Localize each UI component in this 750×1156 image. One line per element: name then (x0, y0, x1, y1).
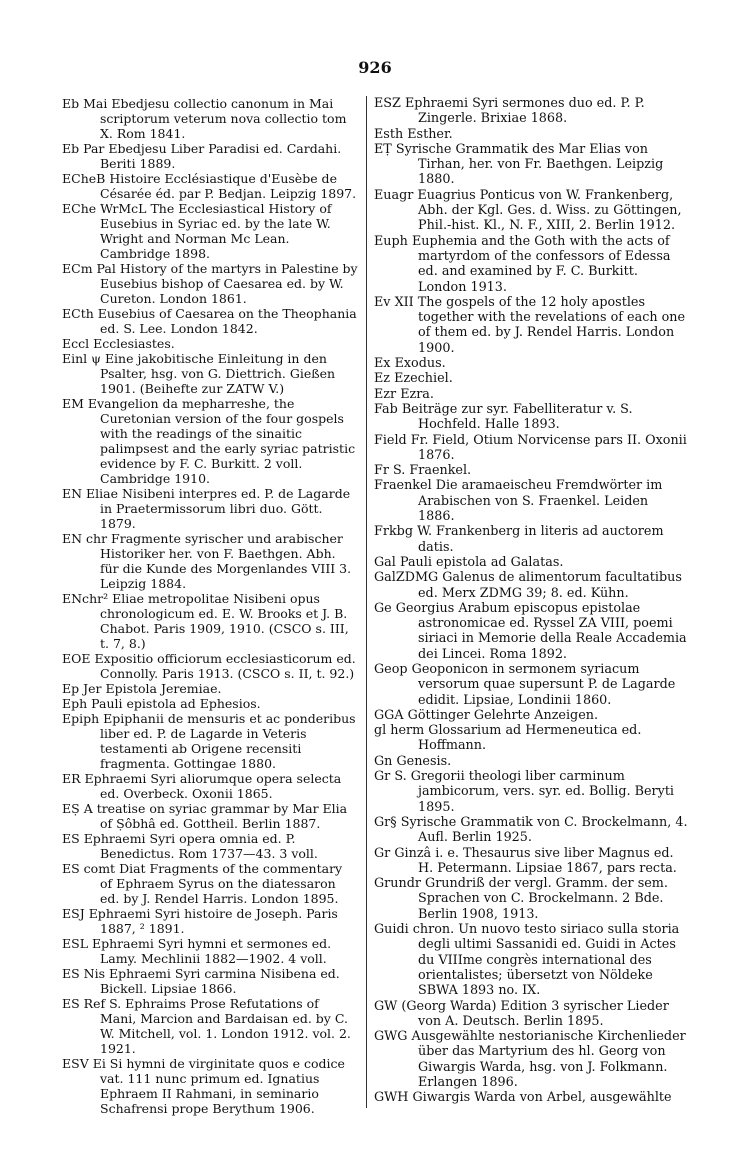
entry-text: Ephraemi Syri opera omnia ed. P. Benedictus. Rom 1737—43. 3 voll. (83, 831, 318, 861)
entry-text: History of the martyrs in Palestine by Eusebius bishop of Caesarea ed. by W. Cureton. London 1861. (100, 261, 358, 306)
entry-abbreviation: Eb Par (62, 141, 105, 156)
entry-abbreviation: GW (374, 998, 398, 1014)
entry-text: Expositio officiorum ecclesiasticorum ed. Connolly. Paris 1913. (CSCO s. II, t. 92.) (94, 651, 356, 681)
bibliography-entry (374, 815, 688, 846)
entry-text: S. Ephraims Prose Refutations of Mani, Marcion and Bardaisan ed. by C. W. Mitchell, vol. 1. London 1912. vol. 2. 1921. (100, 996, 351, 1056)
entry-text: The gospels of the 12 holy apostles together with the revelations of each one of them ed. by J. Rendel Harris. London 1900. (417, 294, 686, 356)
entry-text: Genesis. (396, 753, 452, 769)
entry-abbreviation: Eb Mai (62, 96, 108, 111)
bibliography-entry (374, 524, 688, 555)
bibliography-entry (374, 371, 688, 386)
bibliography-entry (62, 171, 358, 201)
entry-abbreviation: ESL (62, 936, 88, 951)
entry-abbreviation: ES Nis (62, 966, 106, 981)
bibliography-entry (62, 771, 358, 801)
entry-text: Syrische Grammatik des Mar Elias von Tirhan, her. von Fr. Baethgen. Leipzig 1880. (395, 141, 664, 188)
bibliography-entry (62, 831, 358, 861)
entry-abbreviation: ECheB (62, 171, 106, 186)
entry-abbreviation: ENchr² (62, 591, 109, 606)
entry-abbreviation: ECth (62, 306, 94, 321)
entry-abbreviation: ES Ref (62, 996, 106, 1011)
bibliography-entry (62, 351, 358, 396)
entry-text: Epiphanii de mensuris et ac ponderibus liber ed. P. de Lagarde in Veteris testamenti ab Origene recensiti fragmenta. Gottingae 1880. (100, 711, 356, 771)
bibliography-entry (374, 402, 688, 433)
entry-abbreviation: GalZDMG (374, 570, 439, 586)
entry-abbreviation: ER (62, 771, 81, 786)
entry-text: S. Fraenkel. (393, 463, 472, 479)
entry-text: Euphemia and the Goth with the acts of martyrdom of the confessors of Edessa ed. and examined by F. C. Burkitt. London 1913. (411, 233, 671, 295)
entry-text: Galenus de alimentorum facultatibus ed. Merx ZDMG 39; 8. ed. Kühn. (418, 570, 682, 601)
entry-abbreviation: ECm Pal (62, 261, 116, 276)
entry-abbreviation: EN (62, 486, 83, 501)
entry-abbreviation: GWH (374, 1090, 409, 1106)
bibliography-entry (374, 555, 688, 570)
entry-abbreviation: Gal (374, 554, 396, 570)
bibliography-entry (62, 711, 358, 771)
bibliography-entry (374, 769, 688, 815)
entry-text: Ezra. (400, 386, 434, 402)
entry-abbreviation: Gr§ (374, 814, 397, 830)
bibliography-entry (374, 478, 688, 524)
bibliography-entry (62, 591, 358, 651)
bibliography-entry (374, 723, 688, 754)
entry-abbreviation: Gr (374, 769, 391, 785)
entry-text: Eusebius of Caesarea on the Theophania ed. S. Lee. London 1842. (97, 306, 357, 336)
entry-text: Fragmente syrischer und arabischer Historiker her. von F. Baethgen. Abh. für die Kunde des Morgenlandes VIII 3. Leipzig 1884. (100, 531, 352, 591)
entry-text: (Georg Warda) Edition 3 syrischer Lieder von A. Deutsch. Berlin 1895. (401, 998, 669, 1029)
entry-text: Epistola Jeremiae. (105, 681, 222, 696)
entry-text: Ausgewählte nestorianische Kirchenlieder über das Martyrium des hl. Georg von Giwargis Warda, hsg. von J. Folkmann. Erlangen 1896. (411, 1029, 686, 1090)
entry-text: Geoponicon in sermonem syriacum versorum quae supersunt P. de Lagarde edidit. Lipsiae, Londinii 1860. (411, 661, 676, 708)
bibliography-entry (374, 999, 688, 1030)
bibliography-entry (62, 681, 358, 696)
entry-abbreviation: ES comt (62, 861, 116, 876)
entry-abbreviation: EN chr (62, 531, 108, 546)
entry-text: Pauli epistola ad Ephesios. (91, 696, 261, 711)
bibliography-entry (62, 651, 358, 681)
bibliography-entry (374, 127, 688, 142)
bibliography-entry (62, 336, 358, 351)
entry-abbreviation: Gr (374, 845, 391, 861)
bibliography-entry (62, 996, 358, 1056)
entry-text: Ei Si hymni de virginitate quos e codice vat. 111 nunc primum ed. Ignatius Ephraem II Rahmani, in seminario Schafrensi prope Berythum 1906. (92, 1056, 345, 1116)
bibliography-entry (374, 922, 688, 998)
entry-abbreviation: Eph (62, 696, 88, 711)
bibliography-entry (374, 662, 688, 708)
bibliography-entry (374, 463, 688, 478)
entry-text: Georgius Arabum episcopus epistolae astronomicae ed. Ryssel ZA VIII, poemi siriaci in Memorie della Reale Accademia dei Lincei. Roma 1892. (395, 600, 687, 662)
bibliography-entry (62, 306, 358, 336)
entry-abbreviation: Ge (374, 600, 392, 616)
bibliography-entry (374, 433, 688, 464)
bibliography-entry (62, 966, 358, 996)
entry-abbreviation: Epiph (62, 711, 100, 726)
bibliography-entry (62, 936, 358, 966)
bibliography-entry (374, 846, 688, 877)
entry-text: chron. Un nuovo testo siriaco sulla storia degli ultimi Sassanidi ed. Guidi in Actes du VIIIme congrès international des orientalistes; übersetzt von Nöldeke SBWA 1893 no. IX. (412, 922, 680, 999)
entry-abbreviation: Frkbg (374, 524, 413, 540)
bibliography-entry (374, 1090, 688, 1105)
entry-text: Eliae metropolitae Nisibeni opus chronologicum ed. E. W. Brooks et J. B. Chabot. Paris 1909, 1910. (CSCO s. III, t. 7, 8.) (100, 591, 349, 651)
entry-abbreviation: ESJ (62, 906, 85, 921)
bibliography-entry (374, 570, 688, 601)
entry-abbreviation: Guidi (374, 922, 409, 938)
entry-abbreviation: GWG (374, 1029, 408, 1045)
entry-text: Fr. Field, Otium Norvicense pars II. Oxonii 1876. (410, 432, 687, 463)
entry-text: Eliae Nisibeni interpres ed. P. de Lagarde in Praetermissorum libri duo. Gött. 1879. (86, 486, 351, 531)
entry-abbreviation: Ex (374, 356, 391, 372)
entry-abbreviation: ES (62, 831, 80, 846)
bibliography-entry (62, 801, 358, 831)
bibliography-entry (62, 906, 358, 936)
bibliography-entry (374, 295, 688, 356)
bibliography-entry (62, 486, 358, 531)
entry-abbreviation: Fab (374, 401, 398, 417)
bibliography-entry (62, 531, 358, 591)
bibliography-entry (62, 1056, 358, 1116)
bibliography-entry (62, 261, 358, 306)
entry-text: Histoire Ecclésiastique d'Eusèbe de Césarée éd. par P. Bedjan. Leipzig 1897. (100, 171, 357, 201)
entry-text: Göttinger Gelehrte Anzeigen. (407, 707, 599, 723)
bibliography-entry (62, 861, 358, 906)
entry-text: Ecclesiastes. (93, 336, 175, 351)
entry-abbreviation: Ez (374, 371, 391, 387)
entry-text: Ezechiel. (394, 371, 453, 387)
entry-abbreviation: EṢ (62, 801, 80, 816)
entry-text: W. Frankenberg in literis ad auctorem datis. (417, 524, 664, 555)
entry-abbreviation: ESV (62, 1056, 89, 1071)
entry-text: Ebedjesu collectio canonum in Mai scriptorum veterum nova collectio tom X. Rom 1841. (100, 96, 347, 141)
entry-text: Esther. (407, 126, 453, 142)
entry-abbreviation: Fr (374, 463, 389, 479)
bibliography-entry (374, 188, 688, 234)
entry-text: Diat Fragments of the commentary of Ephraem Syrus on the diatessaron ed. by J. Rendel Harris. London 1895. (100, 861, 343, 906)
entry-text: Evangelion da mepharreshe, the Curetonian version of the four gospels with the readings of the sinaitic palimpsest and the early syriac patristic evidence by F. C. Burkitt. 2 voll. Cambridge 1910. (87, 396, 356, 486)
page-number: 926 (358, 58, 392, 77)
entry-abbreviation: EChe WrMcL (62, 201, 147, 216)
entry-text: S. Gregorii theologi liber carminum jambicorum, vers. syr. ed. Bollig. Beryti 1895. (394, 769, 675, 815)
bibliography-entry (374, 1029, 688, 1090)
bibliography-entry (374, 876, 688, 922)
bibliography-entry (374, 601, 688, 662)
bibliography-entry (62, 141, 358, 171)
entry-text: Glossarium ad Hermeneutica ed. Hoffmann. (418, 723, 642, 754)
entry-text: Beiträge zur syr. Fabelliteratur v. S. Hochfeld. Halle 1893. (401, 401, 633, 433)
entry-text: The Ecclesiastical History of Eusebius in Syriac ed. by the late W. Wright and Norman Mc Lean. Cambridge 1898. (100, 201, 332, 261)
entry-text: Ebedjesu Liber Paradisi ed. Cardahi. Beriti 1889. (100, 141, 342, 171)
entry-text: Ginzâ i. e. Thesaurus sive liber Magnus ed. H. Petermann. Lipsiae 1867, pars recta. (394, 845, 677, 876)
bibliography-entry (62, 696, 358, 711)
entry-abbreviation: Eccl (62, 336, 90, 351)
bibliography-entry (62, 201, 358, 261)
entry-abbreviation: ESZ (374, 96, 401, 111)
entry-text: Ephraemi Syri hymni et sermones ed. Lamy. Mechlinii 1882—1902. 4 voll. (91, 936, 332, 966)
entry-abbreviation: Fraenkel (374, 478, 432, 494)
entry-abbreviation: GGA (374, 707, 404, 723)
right-column (374, 96, 688, 1106)
entry-text: Ephraemi Syri sermones duo ed. P. P. Zingerle. Brixiae 1868. (404, 96, 645, 127)
entry-abbreviation: Ep Jer (62, 681, 102, 696)
entry-text: Grundriß der vergl. Gramm. der sem. Sprachen von C. Brockelmann. 2 Bde. Berlin 1908, 1913. (418, 876, 668, 922)
entry-abbreviation: Field (374, 432, 407, 448)
bibliography-entry (62, 96, 358, 141)
entry-abbreviation: Euph (374, 233, 408, 249)
bibliography-entry (374, 708, 688, 723)
bibliography-entry (374, 96, 688, 127)
bibliography-entry (62, 396, 358, 486)
entry-text: Exodus. (394, 356, 446, 372)
entry-abbreviation: EOE (62, 651, 91, 666)
entry-text: A treatise on syriac grammar by Mar Elia of Ṣôbhâ ed. Gottheil. Berlin 1887. (83, 801, 348, 831)
entry-text: Eine jakobitische Einleitung in den Psalter, hsg. von G. Diettrich. Gießen 1901. (Beihefte zur ZATW V.) (100, 351, 336, 396)
entry-text: Syrische Grammatik von C. Brockelmann, 4. Aufl. Berlin 1925. (400, 814, 688, 846)
entry-abbreviation: Gn (374, 753, 393, 769)
bibliography-entry (374, 387, 688, 402)
entry-abbreviation: EM (62, 396, 84, 411)
entry-abbreviation: gl herm (374, 723, 425, 739)
entry-text: Ephraemi Syri aliorumque opera selecta ed. Overbeck. Oxonii 1865. (84, 771, 342, 801)
entry-text: Pauli epistola ad Galatas. (399, 554, 564, 570)
entry-text: Die aramaeischeu Fremdwörter im Arabischen von S. Fraenkel. Leiden 1886. (418, 478, 663, 525)
column-divider (366, 96, 367, 1108)
bibliography-entry (374, 234, 688, 295)
entry-abbreviation: Esth (374, 126, 404, 142)
entry-abbreviation: Ezr (374, 386, 397, 402)
entry-text: Ephraemi Syri histoire de Joseph. Paris 1887, ² 1891. (88, 906, 338, 936)
entry-abbreviation: Einl ψ (62, 351, 101, 366)
bibliography-entry (374, 754, 688, 769)
entry-abbreviation: Euagr (374, 187, 414, 203)
entry-text: Ephraemi Syri carmina Nisibena ed. Bickell. Lipsiae 1866. (100, 966, 340, 996)
entry-abbreviation: Ev XII (374, 294, 414, 310)
entry-abbreviation: Geop (374, 661, 408, 677)
entry-abbreviation: EṬ (374, 141, 392, 157)
entry-text: Giwargis Warda von Arbel, ausgewählte (412, 1090, 672, 1106)
left-column (62, 96, 358, 1116)
bibliography-entry (374, 142, 688, 188)
bibliography-entry (374, 356, 688, 371)
entry-abbreviation: Grundr (374, 876, 421, 892)
entry-text: Euagrius Ponticus von W. Frankenberg, Abh. der Kgl. Ges. d. Wiss. zu Göttingen, Phil.-hist. Kl., N. F., XIII, 2. Berlin 1912. (417, 187, 682, 234)
